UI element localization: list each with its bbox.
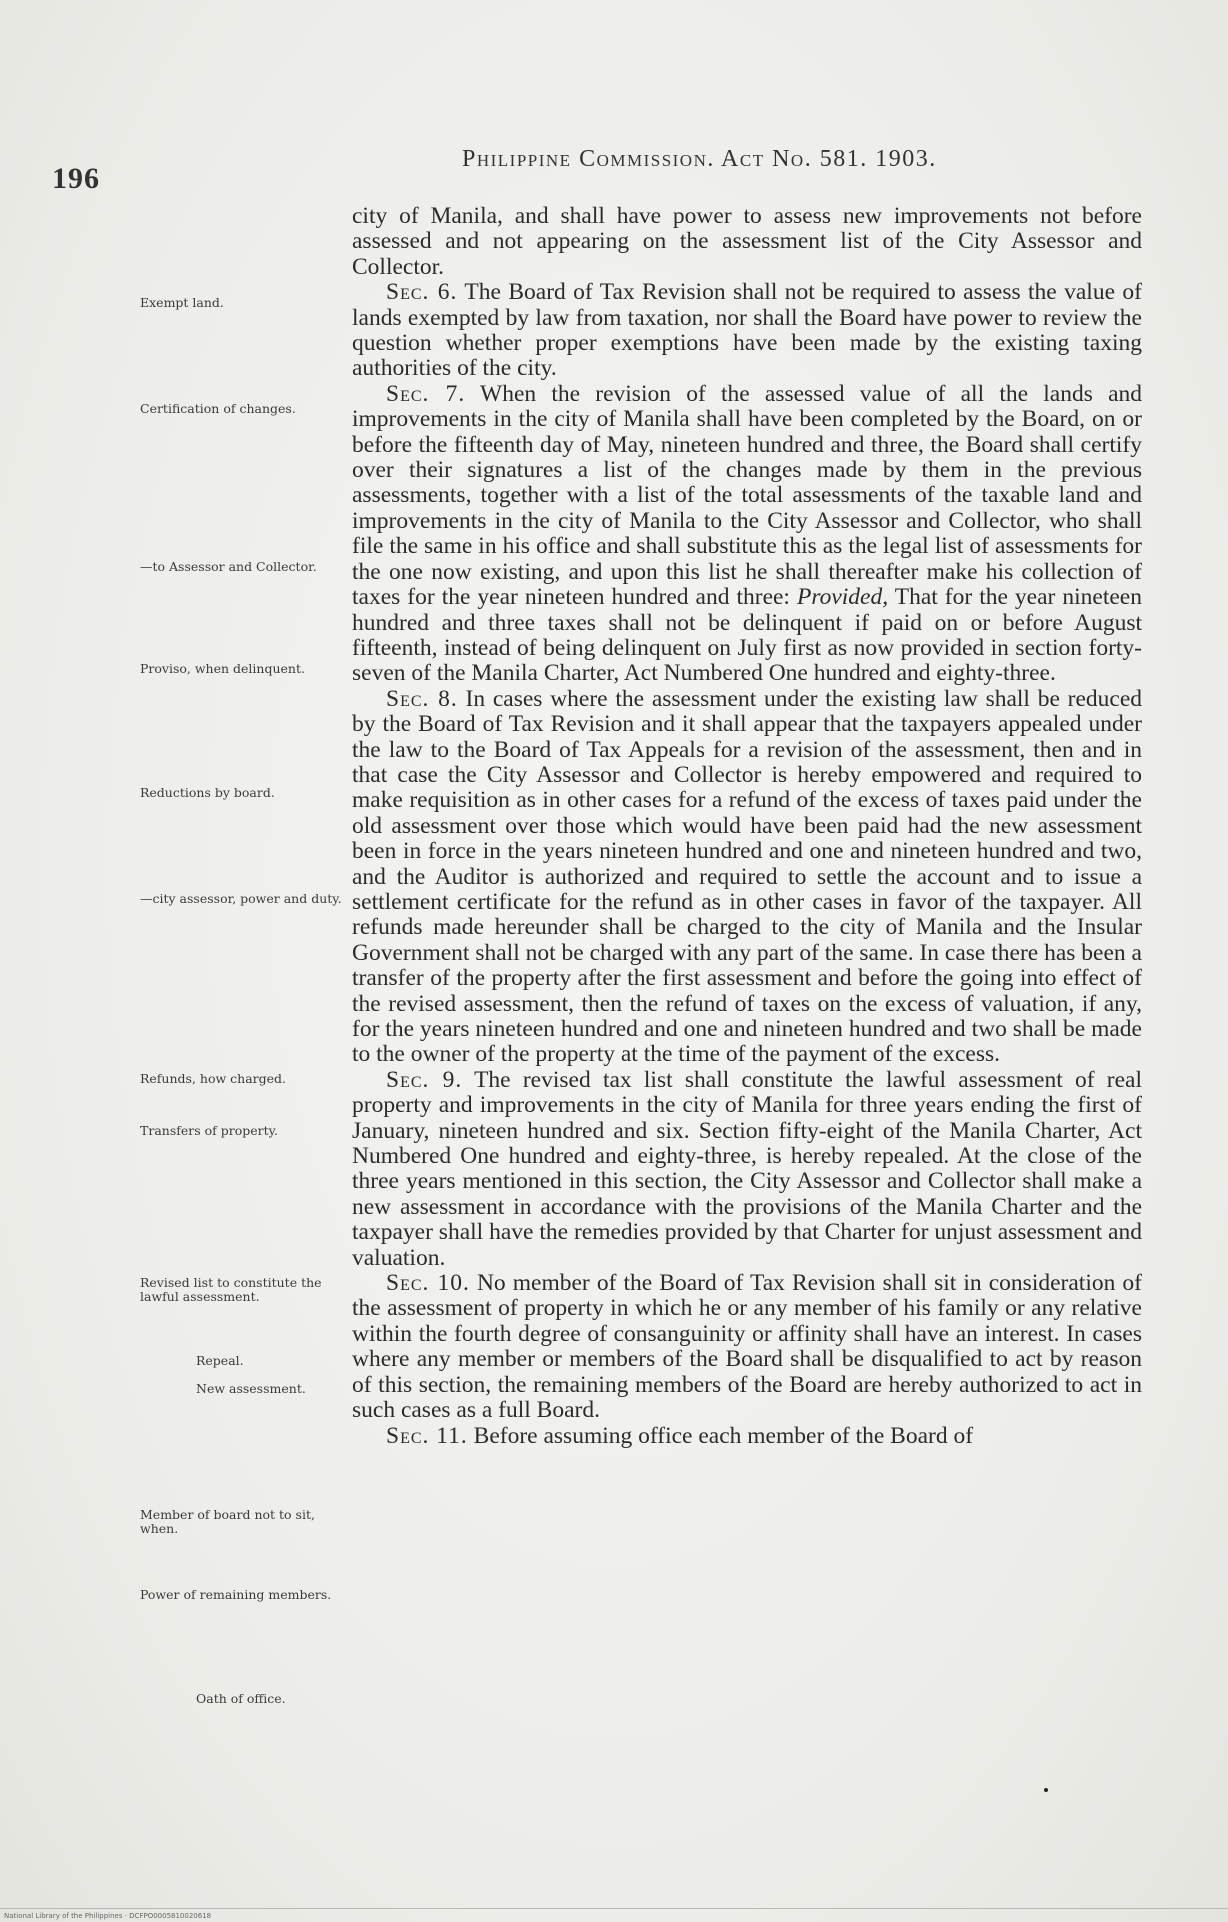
margin-note-reductions: Reductions by board.	[140, 785, 275, 800]
scan-speck	[1044, 1788, 1048, 1792]
margin-note-city-assessor: —city assessor, power and duty.	[140, 891, 342, 906]
running-head: Philippine Commission. Act No. 581. 1903.	[462, 146, 937, 172]
margin-note-proviso: Proviso, when delinquent.	[140, 661, 305, 676]
margin-note-remaining-members: Power of remaining members.	[140, 1587, 332, 1602]
section-11-label: Sec. 11.	[386, 1422, 468, 1449]
section-7-label: Sec. 7.	[386, 380, 466, 407]
page-number: 196	[52, 162, 100, 195]
section-8	[352, 687, 1142, 1068]
section-7-text-b: That for the year nineteen hundred and three taxes shall not be delinquent if paid on or before August fifteenth, instead of being delinquent on July first as now provided in section forty-seven of the Manila Charter, Act Numbered One hundred and eighty-three.	[352, 584, 1142, 687]
margin-note-revised-list: Revised list to constitute the lawful assessment.	[140, 1275, 322, 1304]
margin-note-to-assessor: —to Assessor and Collector.	[140, 559, 317, 574]
section-9-text: The revised tax list shall constitute the lawful assessment of real property and improvements in the city of Manila for three years ending the first of January, nineteen hundred and six. Section fifty-eight of the Manila Charter, Act Numbered One hundred and eighty-three, is hereby repealed. At the close of the three years mentioned in this section, the City Assessor and Collector shall make a new assessment in accordance with the provisions of the Manila Charter and the taxpayer shall have the remedies provided by that Charter for unjust assessment and valuation.	[352, 1066, 1143, 1271]
margin-note-new-assessment: New assessment.	[196, 1381, 306, 1396]
section-7	[352, 382, 1142, 687]
footer-credit: National Library of the Philippines · DCFPO0005810020618	[4, 1912, 212, 1920]
body-text	[352, 204, 1142, 1449]
section-9	[352, 1068, 1142, 1271]
margin-note-member-not-sit: Member of board not to sit, when.	[140, 1507, 315, 1536]
footer-rule	[0, 1908, 1228, 1909]
section-6-label: Sec. 6.	[386, 279, 458, 306]
margin-note-repeal: Repeal.	[196, 1353, 244, 1368]
section-6	[352, 280, 1142, 382]
section-10-text: No member of the Board of Tax Revision shall sit in consideration of the assessment of property in which he or any member of his family or any relative within the fourth degree of consanguinity or affinity shall have an interest. In cases where any member or members of the Board shall be disqualified to act by reason of this section, the remaining members of the Board are hereby authorized to act in such cases as a full Board.	[352, 1270, 1143, 1424]
section-10	[352, 1271, 1142, 1423]
margin-note-oath: Oath of office.	[196, 1691, 286, 1706]
section-7-proviso: Provided,	[796, 584, 889, 611]
section-10-label: Sec. 10.	[386, 1270, 470, 1297]
section-7-text-a: When the revision of the assessed value of all the lands and improvements in the city of Manila shall have been completed by the Board, on or before the fifteenth day of May, nineteen hundred and three, the Board shall certify over their signatures a list of the changes made by them in the previous assessments, together with a list of the total assessments of the taxable land and improvements in the city of Manila to the City Assessor and Collector, who shall file the same in his office and shall substitute this as the legal list of assessments for the one now existing, and upon this list he shall thereafter make his collection of taxes for the year nineteen hundred and three:	[352, 380, 1142, 611]
margin-note-exempt-land: Exempt land.	[140, 295, 224, 310]
margin-note-transfers: Transfers of property.	[140, 1123, 279, 1138]
section-6-text: The Board of Tax Revision shall not be required to assess the value of lands exempted by law from taxation, nor shall the Board have power to review the question whether proper exemptions have been made by the existing taxing authorities of the city.	[352, 279, 1142, 382]
section-9-label: Sec. 9.	[386, 1066, 463, 1093]
section-11-text: Before assuming office each member of the Board of	[467, 1422, 974, 1449]
section-11	[352, 1424, 1142, 1449]
paragraph-continuation: city of Manila, and shall have power to assess new improvements not before assessed and not appearing on the assessment list of the City Assessor and Collector.	[352, 203, 1142, 280]
margin-note-certification: Certification of changes.	[140, 401, 296, 416]
section-8-label: Sec. 8.	[386, 685, 458, 712]
margin-note-refunds: Refunds, how charged.	[140, 1071, 287, 1086]
section-8-text: In cases where the assessment under the existing law shall be reduced by the Board of Tax Revision and it shall appear that the taxpayers appealed under the law to the Board of Tax Appeals for a revision of the assessment, then and in that case the City Assessor and Collector is hereby empowered and required to make requisition as in other cases for a refund of the excess of taxes paid under the old assessment over those which would have been paid had the new assessment been in force in the years nineteen hundred and one and nineteen hundred and two, and the Auditor is authorized and required to settle the account and to issue a settlement certificate for the refund as in other cases in favor of the taxpayer. All refunds made hereunder shall be charged to the city of Manila and the Insular Government shall not be charged with any part of the same. In case there has been a transfer of the property after the first assessment and before the going into effect of the revised assessment, then the refund of taxes on the excess of valuation, if any, for the years nineteen hundred and one and nineteen hundred and two shall be made to the owner of the property at the time of the payment of the excess.	[352, 685, 1143, 1068]
